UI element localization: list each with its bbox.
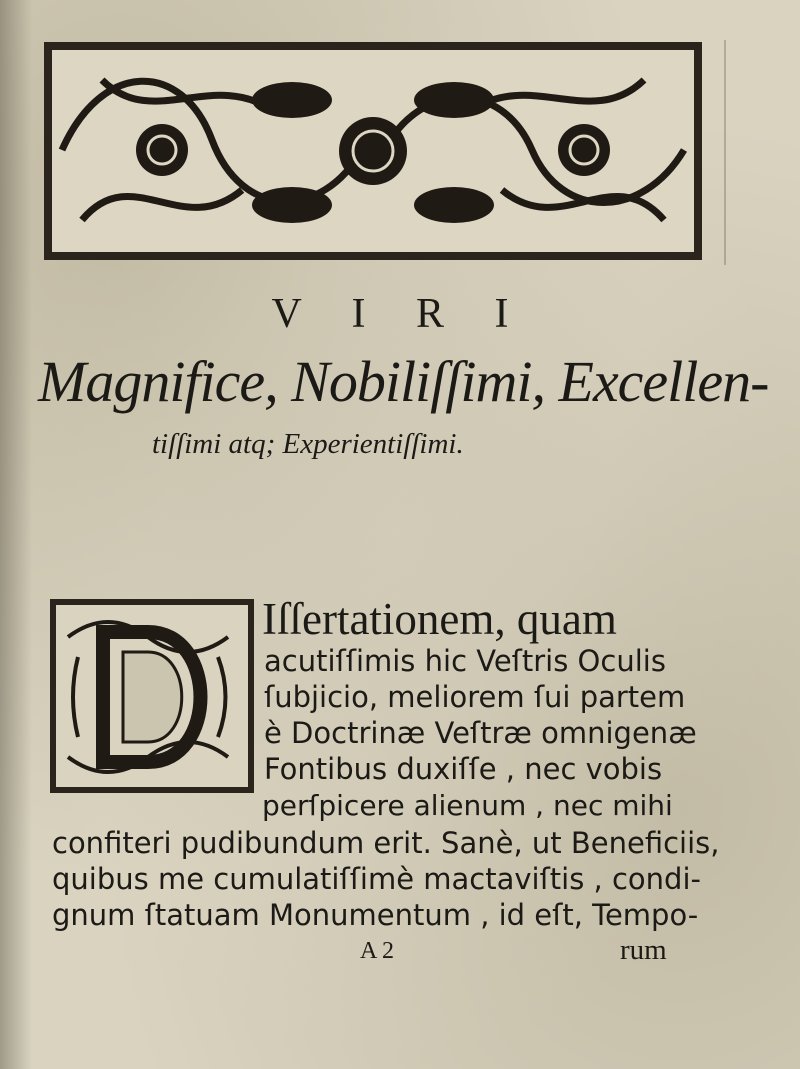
body-line-8: quibus me cumulatiſſimè mactaviſtis , condi- <box>52 862 701 896</box>
page-edge-shadow <box>0 0 32 1069</box>
body-line-2: acutiſſimis hic Veſtris Oculis <box>264 644 666 678</box>
signature-mark: A 2 <box>360 938 395 964</box>
body-line-6: perſpicere alienum , nec mihi <box>262 789 673 822</box>
catchword: rum <box>620 934 667 966</box>
body-line-4: è Doctrinæ Veſtræ omnigenæ <box>264 716 697 750</box>
title-viri: V I R I <box>271 291 529 337</box>
body-line-5: Fontibus duxiſſe , nec vobis <box>264 752 663 786</box>
body-line-7: confiteri pudibundum erit. Sanè, ut Beneficiis, <box>52 826 720 860</box>
body-line-3: ſubjicio, meliorem ſui partem <box>264 680 686 714</box>
ornamental-headpiece <box>42 40 704 262</box>
decorated-initial-d <box>48 597 256 795</box>
body-line-1: Iſſertationem, quam <box>262 594 617 644</box>
body-line-9: gnum ſtatuam Monumentum , id eſt, Tempo- <box>52 898 699 932</box>
dedication-line-1: Magnifice, Nobiliſſimi, Excellen- <box>38 349 769 414</box>
page-rule <box>724 40 726 265</box>
dedication-line-2: tiſſimi atq; Experientiſſimi. <box>152 428 464 460</box>
